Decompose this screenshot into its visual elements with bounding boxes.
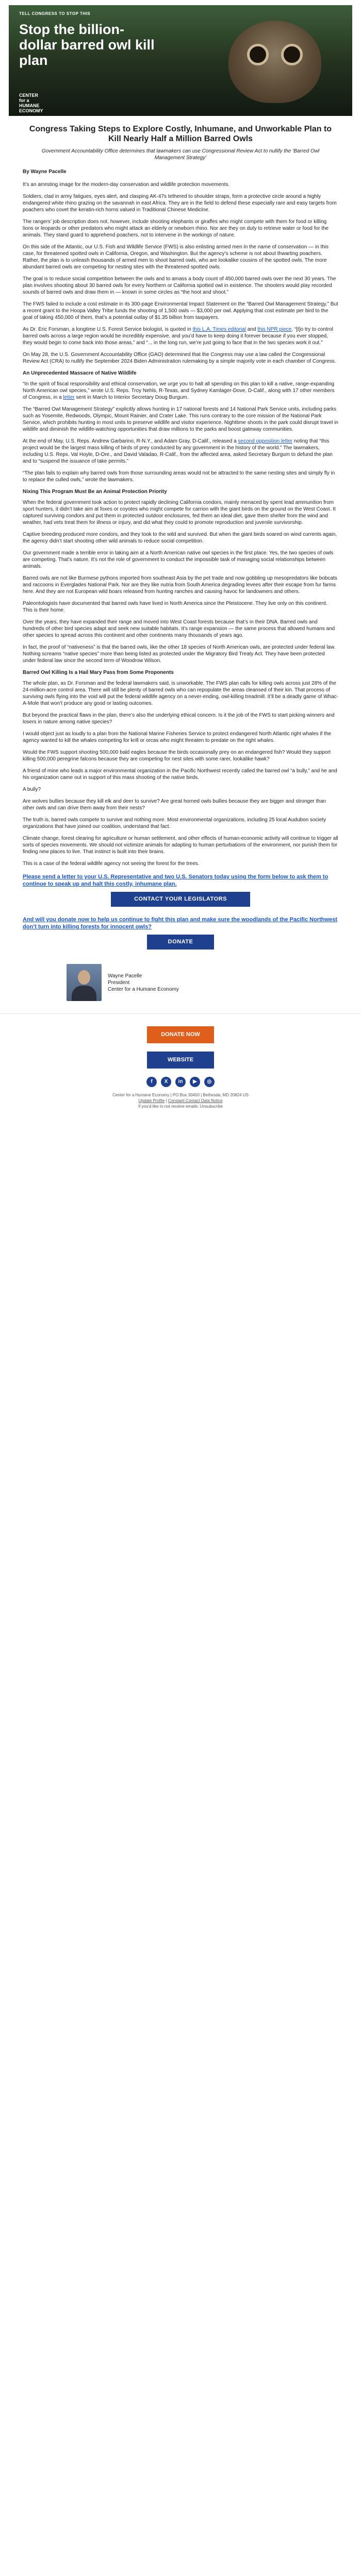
paragraph: The “Barred Owl Management Strategy” explicitly allows hunting in 17 national forests and 14 National Park Service units, including parks such as Yosemite, Redwoods, Olympic, Mount Rainier, and Crater Lake. This runs contrary to the core mission of the National Park Service, which prohibits hunting in most units to preserve wildlife and visitor experience. Nighttime shoots in the park could disrupt travel in wildlife and diminish the wildlife-watching opportunities that draw millions to the parks and boost gateway communities.	[23, 406, 338, 432]
paragraph: It’s an arresting image for the modern-day conservation and wildlife protection movements.	[23, 182, 230, 188]
hero-kicker: TELL CONGRESS TO STOP THIS	[19, 11, 91, 16]
paragraph: The whole plan, as Dr. Forsman and the federal lawmakers said, is unworkable. The FWS plan calls for killing owls across just 28% of the 24-million-acre control area. There will still be plenty of barred owls who can repopulate the areas cleansed of their kin. That process of surviving owls flying into the void will put the federal wildlife agency on a never-ending, owl-killing treadmill. It’ll be a deadly game of Whac-A-Mole that won’t produce any good or lasting outcomes.	[23, 681, 338, 706]
paragraph: On May 28, the U.S. Government Accountability Office (GAO) determined that the Congress may use a law called the Congressional Review Act (CRA) to nullify the September 2024 Biden Administration rulemaking by a simple majority vote in each chamber of Congress.	[23, 352, 336, 364]
text-span: , “[t]o try to control barred owls across a large region would be incredibly expensive, and you’d have to keep doing it forever because if you ever stopped, they would begin to come back into those areas,” and “... in the long run, we’re just going to face that in the two species work it out.”	[23, 327, 333, 346]
paragraph	[23, 326, 338, 346]
author-photo	[67, 964, 102, 1001]
paragraph: When the federal government took action to protect rapidly declining California condors, mainly menaced by spent lead ammunition from sport hunters, it didn’t take aim at foxes or coyotes who might compete for carrion with the giant birds on the ground on the West Coast. It captured surviving condors and put them in protected outdoor enclosures, fed them an ideal diet, gave them shelter from the wind and weather, had vets treat them for illness or injury, and did what they could to promote reproduction and juvenile survivorship.	[23, 500, 336, 526]
paragraph: Are wolves bullies because they kill elk and deer to survive? Are great horned owls bullies because they are bigger and stronger than other owls and can drive them away from their nests?	[23, 799, 326, 811]
hero-title: Stop the billion-dollar barred owl kill plan	[19, 22, 155, 68]
byline: By Wayne Pacelle	[23, 169, 67, 175]
constant-contact-notice-link[interactable]: Constant Contact Data Notice	[168, 1098, 223, 1103]
text-span: “In the spirit of fiscal responsibility and ethical conservation, we urge you to halt all spending on this plan to kill a native, range-expanding North American owl species,” wrote U.S. Reps. Troy Nehls, R-Texas, and Sydney Kamlager-Dove, D-Calif., along with 17 other members of Congress, in a	[23, 381, 335, 400]
footer	[0, 1021, 361, 1116]
logo-line: HUMANE	[19, 103, 40, 108]
paragraph	[23, 438, 338, 465]
unsubscribe-link[interactable]: If you'd like to not receive emails: Unsubscribe	[138, 1104, 223, 1109]
text-span: noting that “this project would be the largest mass killing of birds of prey conducted by any government in the history of the world.” The lawmakers, including U.S. Reps. Val Hoyle, D-Ore., and David Valadao, R-Calif., from the affected area, asked Secretary Burgum to defund the plan and to “suspend the issuance of take permits.”	[23, 438, 333, 464]
owl-eye-left	[247, 44, 269, 65]
hero-banner[interactable]	[9, 5, 352, 116]
section-heading: Barred Owl Killing Is a Hail Mary Pass from Some Proponents	[23, 670, 174, 675]
author-torso	[72, 986, 96, 1001]
logo-line: CENTER	[19, 93, 39, 98]
second-opposition-letter-link[interactable]: second opposition letter	[238, 438, 293, 444]
email-body	[0, 5, 361, 1116]
social-links	[0, 1077, 361, 1087]
paragraph: Over the years, they have expanded their range and moved into West Coast forests because that’s in their DNA. Barred owls and hundreds of other bird species adapt and seek new suitable habitats. It’s range expansion — the same process that allowed humans and other species to spread across this continent and other continents many thousands of years ago.	[23, 619, 335, 638]
paragraph: A bully?	[23, 787, 41, 792]
facebook-icon[interactable]: f	[146, 1077, 157, 1087]
donate-button[interactable]: DONATE	[147, 935, 214, 950]
instagram-icon[interactable]: ◎	[204, 1077, 215, 1087]
text-span: At the end of May, U.S. Reps. Andrew Garbarino, R-N.Y., and Adam Gray, D-Calif., released a	[23, 438, 238, 444]
paragraph: Would the FWS support shooting 500,000 bald eagles because the birds occasionally prey on an endangered fish? Would they support killing 500,000 peregrine falcons because they are competing for nest sites with some rarer, lookalike hawk?	[23, 750, 331, 762]
paragraph: I would object just as loudly to a plan from the National Marine Fisheries Service to protect endangered North Atlantic right whales if the agency wanted to kill the whales competing for krill or orcas who might threaten to predate on the right whales.	[23, 731, 332, 743]
author-head	[78, 970, 90, 985]
paragraph: The rangers’ job description does not, however, include shooting elephants or giraffes who might compete with them for food or killing lions or leopards or other predators who might attack an elderly or newborn rhino. Nor are they on duty to retrieve water or food for the animals. They stand guard to apprehend poachers, not to intervene in the workings of nature.	[23, 219, 329, 238]
text-span: As Dr. Eric Forsman, a longtime U.S. Forest Service biologist, is quoted in	[23, 327, 193, 332]
congress-letter-link[interactable]: letter	[63, 395, 75, 400]
footer-divider	[0, 1013, 361, 1014]
signature-text	[108, 973, 179, 993]
section-heading: An Unprecedented Massacre of Native Wildlife	[23, 370, 137, 376]
paragraph: A friend of mine who leads a major environmental organization in the Pacific Northwest recently called the barred owl “a bully,” and he and his organization came out in support of this mass shooting of the native birds.	[23, 768, 337, 781]
linkedin-icon[interactable]: in	[175, 1077, 186, 1087]
section-heading: Nixing This Program Must Be an Animal Protection Priority	[23, 489, 167, 495]
paragraph: But beyond the practical flaws in the plan, there’s also the underlying ethical concern. Is it the job of the FWS to start picking winners and losers in nature among native species?	[23, 713, 335, 725]
paragraph: Barred owls are not like Burmese pythons imported from southeast Asia by the pet trade and now gobbling up mesopredators like bobcats and raccoons in Everglades National Park. Nor are they like nutria from South America degrading levees after their escape from fur farms here. And they are not European wild boars released from hunting ranches and causing havoc for landowners and others.	[23, 575, 337, 595]
donate-appeal-link[interactable]: And will you donate now to help us continue to fight this plan and make sure the woodlands of the Pacific Northwest don’t turn into killing forests for innocent owls?	[23, 917, 337, 930]
barred-owl-image	[228, 21, 321, 103]
article-title: Congress Taking Steps to Explore Costly, Inhumane, and Unworkable Plan to Kill Nearly Half a Million Barred Owls	[29, 125, 332, 143]
logo-line: ECONOMY	[19, 108, 43, 113]
npr-piece-link[interactable]: this NPR piece	[257, 327, 292, 332]
article-subhead: Government Accountability Office determines that lawmakers can use Congressional Review Act to nullify the ‘Barred Owl Management Strategy’	[41, 148, 320, 161]
x-twitter-icon[interactable]: X	[161, 1077, 171, 1087]
donate-now-button[interactable]: DONATE NOW	[147, 1026, 214, 1043]
signature-name: Wayne Pacelle	[108, 973, 142, 979]
paragraph: Soldiers, clad in army fatigues, eyes alert, and clasping AK-47s tethered to shoulder straps, form a protective circle around a highly endangered white rhino grazing on the savannah in east Africa. They are in the field to defend these especially rare and easy targets from poachers who covet the keratin-rich horns valued in Traditional Chinese Medicine.	[23, 194, 337, 213]
paragraph: “The plan fails to explain why barred owls from those surrounding areas would not be attracted to the same nesting sites and simply fly in to replace the culled owls,” wrote the lawmakers.	[23, 470, 335, 483]
paragraph: In fact, the proof of “nativeness” is that the barred owls, like the other 18 species of North American owls, are protected under federal law. Nothing screams “native species” more than being listed as protected under the Migratory Bird Treaty Act. They have been protected under federal law since the second term of Woodrow Wilson.	[23, 645, 336, 664]
la-times-editorial-link[interactable]: this L.A. Times editorial	[192, 327, 246, 332]
paragraph: Paleontologists have documented that barred owls have lived in North America since the Pleistocene. They live only on this continent. This is their home.	[23, 601, 327, 613]
paragraph: Captive breeding produced more condors, and they took to the wild and survived. But when the giant birds soared on wind currents again, the agency didn’t start shooting other wild animals to reduce social competition.	[23, 532, 337, 544]
logo-line: for a	[19, 98, 29, 103]
paragraph: The goal is to reduce social competition between the owls and to amass a body count of 450,000 barred owls over the next 30 years. The plan involves shooting about 30 barred owls for every Northern or California spotted owl in existence. The shooters would play recorded sounds of barred owls and draw them in — known in some circles as “the hoot and shoot.”	[23, 276, 336, 295]
text-span: and	[245, 327, 258, 332]
paragraph: The truth is, barred owls compete to survive and nothing more. Most environmental organizations, including 25 local Audubon society organizations that have joined our coalition, understand that fact.	[23, 817, 326, 829]
signature-org: Center for a Humane Economy	[108, 986, 179, 992]
paragraph: The FWS failed to include a cost estimate in its 300-page Environmental Impact Statement on the “Barred Owl Management Strategy.” But a recent grant to the Hoopa Valley Tribe funds the shooting of 1,500 owls — $3,000 per owl. Applying that cost estimate per bird to the goal of taking 450,000 of them, that’s a potential outlay of $1.35 billion from taxpayers.	[23, 301, 338, 320]
update-profile-link[interactable]: Update Profile	[138, 1098, 165, 1103]
website-button[interactable]: WEBSITE	[147, 1052, 214, 1069]
contact-legislators-button[interactable]: CONTACT YOUR LEGISLATORS	[111, 892, 250, 907]
signature-block	[67, 964, 338, 1001]
article-content	[0, 124, 361, 1001]
paragraph: Climate change, forest clearing for agriculture or human settlement, and other effects of human-economic activity will continue to trigger all sorts of species movements. We should not victimize animals for adapting to human perturbations of the environment, nor punish them for finding new places to live. That instinct is built into their brains.	[23, 836, 338, 855]
signature-role: President	[108, 979, 130, 986]
youtube-icon[interactable]: ▶	[190, 1077, 200, 1087]
paragraph: On this side of the Atlantic, our U.S. Fish and Wildlife Service (FWS) is also enlisting armed men in the name of conservation — in this case, for threatened spotted owls in California, Oregon, and Washington. But the agency’s scheme is not about thwarting poachers. Rather, the plan is to unleash thousands of armed men to shoot barred owls, who are lookalike cousins of the spotted owls. The more abundant barred owls are competing for nesting sites with the threatened spotted owls.	[23, 244, 329, 270]
footer-links: Update Profile | Constant Contact Data Notice	[138, 1098, 223, 1103]
text-span: sent in March to Interior Secretary Doug Burgum.	[74, 395, 189, 400]
center-logo	[19, 93, 43, 113]
contact-legislators-link[interactable]: Please send a letter to your U.S. Representative and two U.S. Senators today using the form below to ask them to continue to speak up and halt this costly, inhumane plan.	[23, 874, 329, 887]
paragraph: This is a case of the federal wildlife agency not seeing the forest for the trees.	[23, 861, 200, 867]
paragraph	[23, 381, 338, 401]
footer-address: Center for a Humane Economy | PO Box 30450 | Bethesda, MD 20824 US	[112, 1093, 249, 1097]
owl-eye-right	[281, 44, 303, 65]
paragraph: Our government made a terrible error in taking aim at a North American native owl species in the first place. Yes, the two species of owls are competing. That’s nature. It’s not the role of government to conduct the impossible task of managing social relationships between animals.	[23, 550, 334, 569]
